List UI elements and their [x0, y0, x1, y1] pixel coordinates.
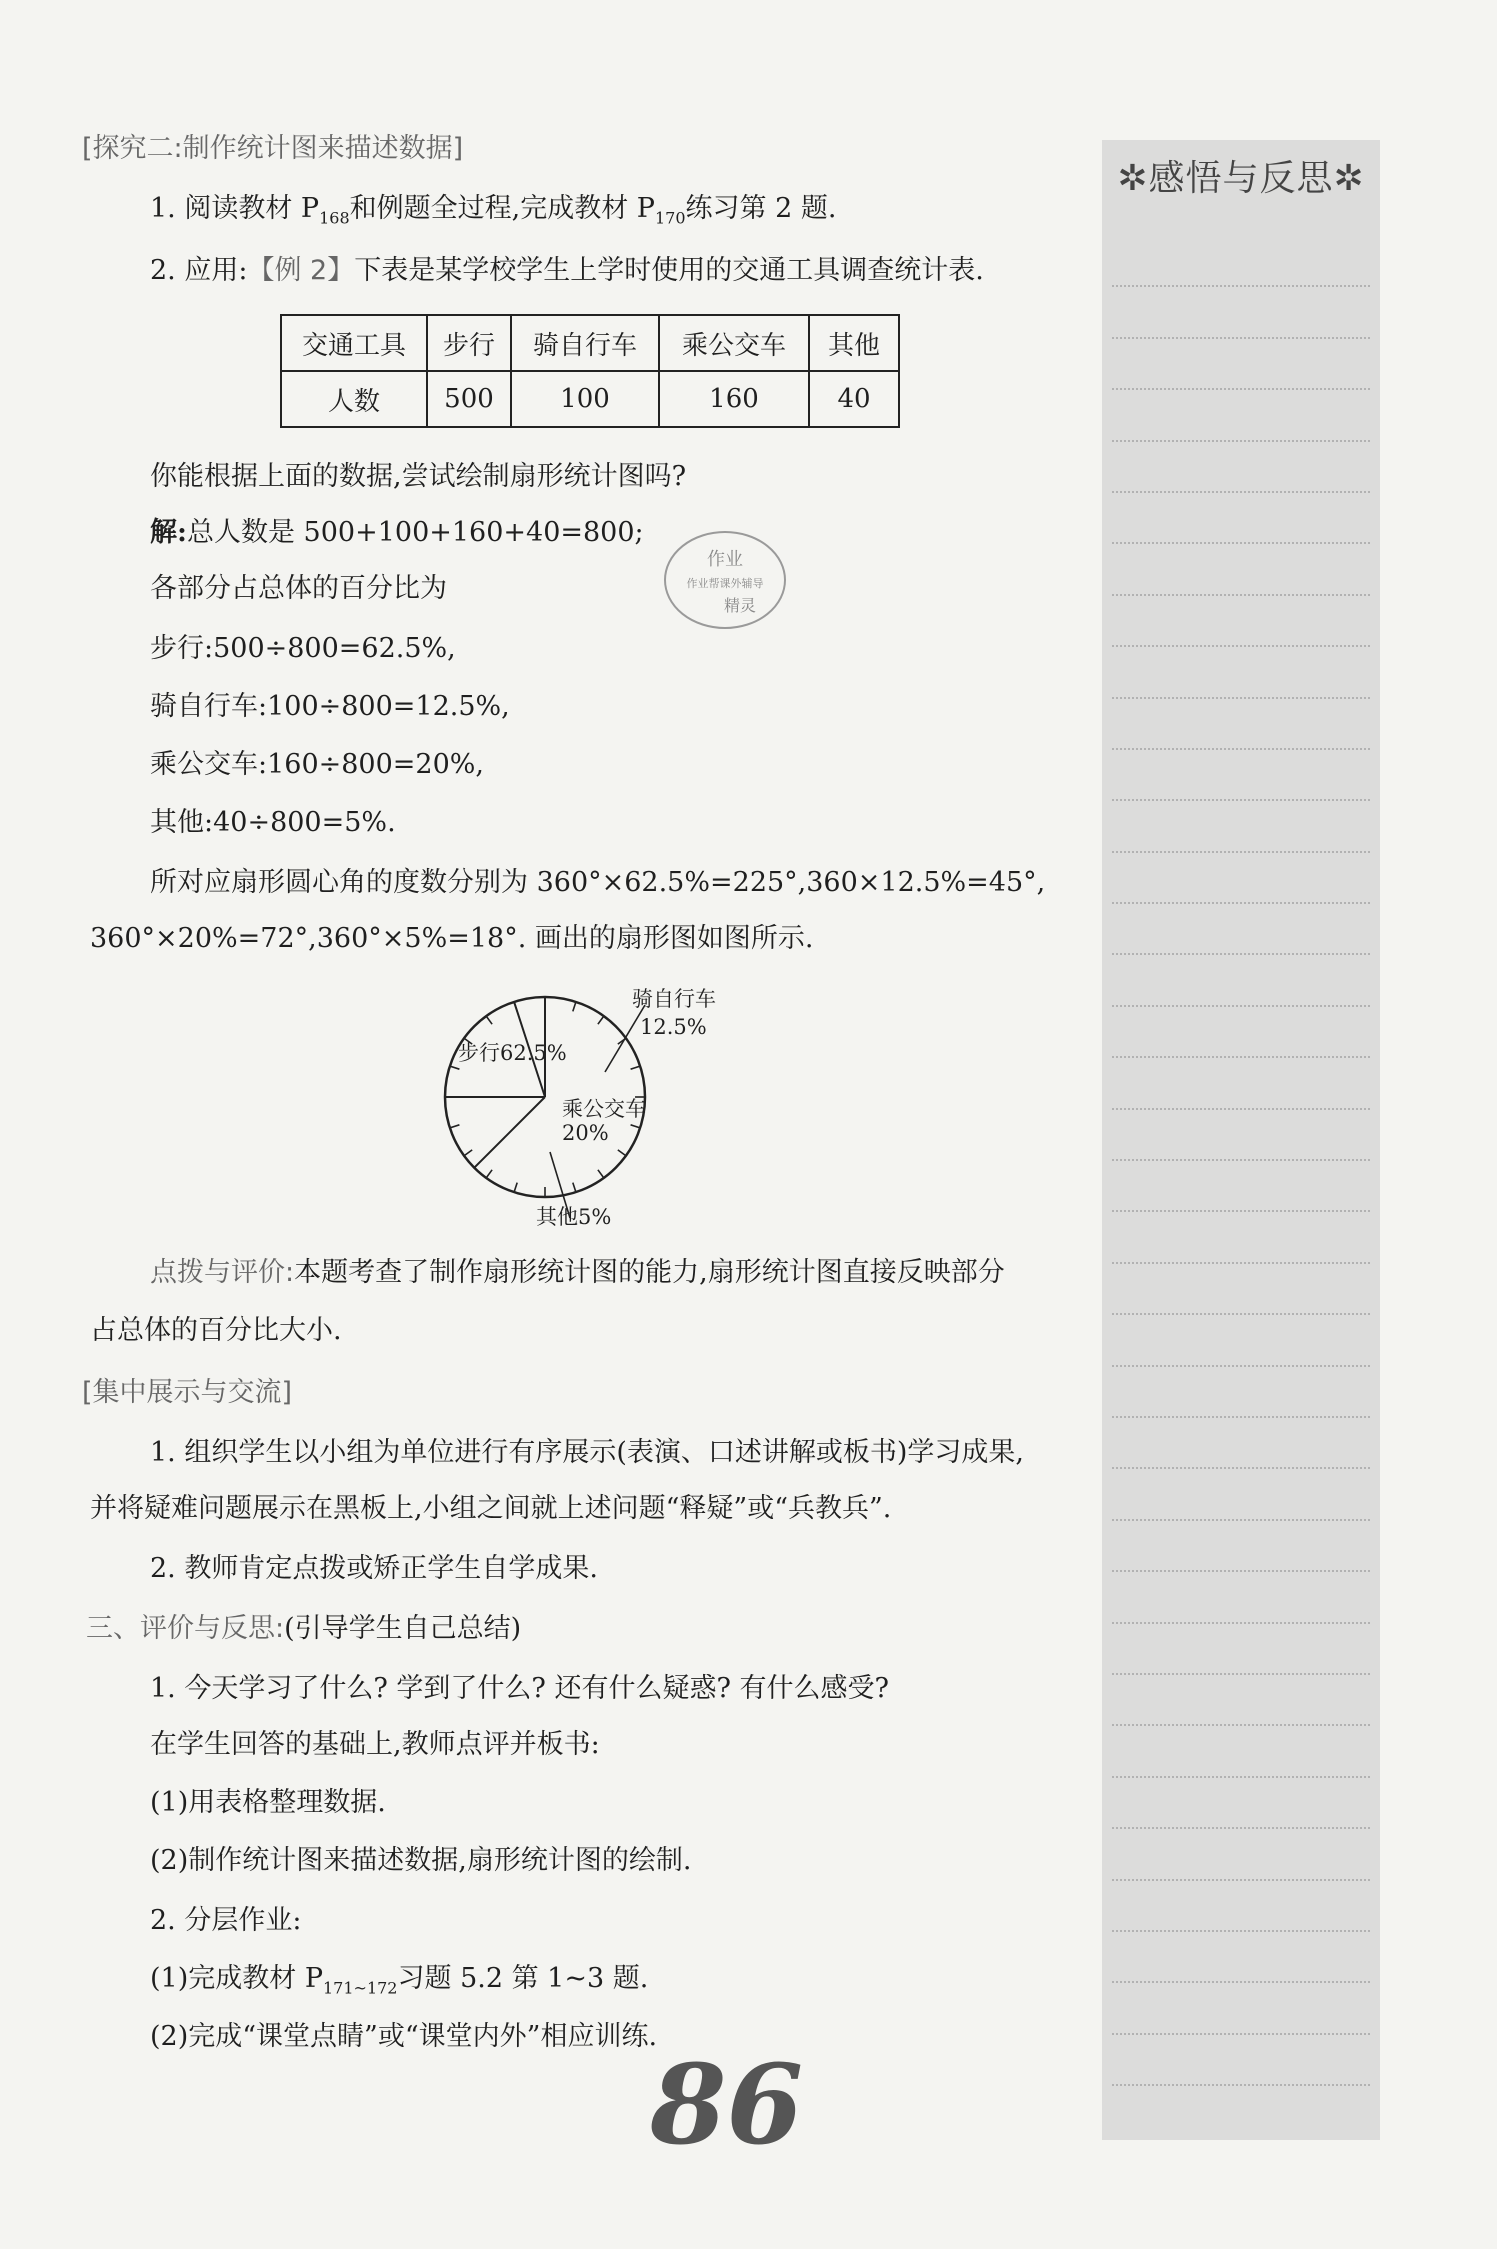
solution-total [150, 516, 644, 550]
table-cell: 其他 [809, 315, 899, 371]
show-item-1a: 1. 组织学生以小组为单位进行有序展示(表演、口述讲解或板书)学习成果, [150, 1437, 1024, 1468]
sidebar-rule [1112, 339, 1370, 390]
pie-tick [631, 1066, 641, 1069]
table-cell: 人数 [281, 371, 427, 427]
sidebar-rule [1112, 2035, 1370, 2086]
pie-tick [464, 1150, 472, 1156]
table-cell: 乘公交车 [659, 315, 809, 371]
section3-title: 三、评价与反思: [86, 1613, 285, 1644]
pie-slice-boundary [474, 1097, 545, 1168]
percent-other: 其他:40÷800=5%. [150, 807, 396, 838]
sidebar-rule [1112, 1212, 1370, 1263]
stamp-mid: 作业帮课外辅导 [686, 577, 764, 590]
homework-1-sub: 171~172 [323, 1978, 398, 1998]
section-heading-explore2: [探究二:制作统计图来描述数据] [82, 133, 464, 164]
sidebar-rule [1112, 699, 1370, 750]
table-row [281, 371, 899, 427]
homework-1 [150, 1962, 648, 2005]
summary-1: (1)用表格整理数据. [150, 1787, 386, 1818]
pie-tick [486, 1016, 492, 1024]
table-cell: 步行 [427, 315, 511, 371]
angles-line-2: 360°×20%=72°,360°×5%=18°. 画出的扇形图如图所示. [90, 923, 814, 954]
pie-tick [514, 1002, 517, 1012]
reflection-sidebar [1102, 140, 1380, 2140]
sidebar-rule [1112, 390, 1370, 441]
sidebar-rule [1112, 1110, 1370, 1161]
page-number: 86 [650, 2040, 804, 2169]
percent-intro: 各部分占总体的百分比为 [150, 573, 447, 604]
item-2 [150, 254, 984, 288]
sidebar-rule [1112, 1161, 1370, 1212]
table-cell: 500 [427, 371, 511, 427]
item-1-sub-b: 170 [654, 208, 686, 228]
stamp-top: 作业 [707, 549, 743, 570]
sidebar-rule [1112, 287, 1370, 338]
percent-walk: 步行:500÷800=62.5%, [150, 633, 456, 664]
sidebar-rule [1112, 236, 1370, 287]
review-text-1: 本题考查了制作扇形统计图的能力,扇形统计图直接反映部分 [294, 1257, 1005, 1288]
sidebar-rule [1112, 1829, 1370, 1880]
sidebar-rule [1112, 544, 1370, 595]
pie-label-bike-pct: 12.5% [640, 1015, 707, 1039]
item-1-text-c: 练习第 2 题. [685, 193, 837, 224]
sidebar-rule [1112, 955, 1370, 1006]
review-label: 点拨与评价: [150, 1257, 295, 1288]
sidebar-rule [1112, 1058, 1370, 1109]
solution-total-text: 总人数是 500+100+160+40=800; [186, 517, 644, 548]
transport-table [280, 314, 900, 428]
sidebar-rule [1112, 493, 1370, 544]
percent-bike: 骑自行车:100÷800=12.5%, [150, 691, 510, 722]
section-heading-reflect [86, 1612, 521, 1646]
sidebar-rule [1112, 750, 1370, 801]
sidebar-rule [1112, 1469, 1370, 1520]
homework-2: (2)完成“课堂点睛”或“课堂内外”相应训练. [150, 2021, 658, 2052]
pie-tick [598, 1016, 604, 1024]
sidebar-ruled-lines [1112, 236, 1370, 2116]
homework-heading: 2. 分层作业: [150, 1905, 302, 1936]
table-header-row [281, 315, 899, 371]
homework-1-b: 习题 5.2 第 1~3 题. [397, 1963, 649, 1994]
pie-label-other: 其他5% [536, 1205, 612, 1229]
sidebar-rule [1112, 1726, 1370, 1777]
pie-label-bus: 乘公交车 [562, 1097, 646, 1121]
item-1-text-a: 1. 阅读教材 P [150, 193, 320, 224]
watermark-stamp [660, 525, 790, 635]
sidebar-rule [1112, 904, 1370, 955]
question-text: 你能根据上面的数据,尝试绘制扇形统计图吗? [150, 461, 687, 492]
sidebar-rule [1112, 1007, 1370, 1058]
example-tag: 【例 2】 [247, 255, 355, 286]
pie-tick [573, 1002, 576, 1012]
item-2-text: 下表是某学校学生上学时使用的交通工具调查统计表. [354, 255, 984, 286]
item-1 [150, 192, 836, 235]
sidebar-rule [1112, 1932, 1370, 1983]
sidebar-rule [1112, 1675, 1370, 1726]
sidebar-rule [1112, 1264, 1370, 1315]
pie-tick [450, 1125, 460, 1128]
sidebar-rule [1112, 596, 1370, 647]
pie-tick [618, 1150, 626, 1156]
section-heading-show: [集中展示与交流] [82, 1377, 293, 1408]
sidebar-rule [1112, 1624, 1370, 1675]
show-item-1b: 并将疑难问题展示在黑板上,小组之间就上述问题“释疑”或“兵教兵”. [90, 1493, 892, 1524]
pie-tick [514, 1183, 517, 1193]
section3-note: (引导学生自己总结) [284, 1613, 522, 1644]
sidebar-rule [1112, 1881, 1370, 1932]
reflect-q1: 1. 今天学习了什么? 学到了什么? 还有什么疑惑? 有什么感受? [150, 1673, 889, 1704]
reflect-q1b: 在学生回答的基础上,教师点评并板书: [150, 1729, 600, 1760]
percent-bus: 乘公交车:160÷800=20%, [150, 749, 485, 780]
summary-2: (2)制作统计图来描述数据,扇形统计图的绘制. [150, 1845, 692, 1876]
table-cell: 100 [511, 371, 659, 427]
sidebar-rule [1112, 1367, 1370, 1418]
sidebar-title: ✲感悟与反思✲ [1117, 158, 1365, 199]
pie-label-bus-pct: 20% [562, 1121, 609, 1145]
sidebar-rule [1112, 442, 1370, 493]
sidebar-rule [1112, 1983, 1370, 2034]
item-1-text-b: 和例题全过程,完成教材 P [349, 193, 655, 224]
sidebar-rule [1112, 1418, 1370, 1469]
pie-tick [573, 1183, 576, 1193]
pie-label-bike: 骑自行车 [632, 987, 716, 1011]
sidebar-rule [1112, 1572, 1370, 1623]
sidebar-rule [1112, 1778, 1370, 1829]
sidebar-rule [1112, 801, 1370, 852]
table-cell: 骑自行车 [511, 315, 659, 371]
item-2-label: 2. 应用: [150, 255, 248, 286]
solution-label: 解: [150, 517, 187, 548]
stamp-bot: 精灵 [723, 596, 757, 615]
review-line-2: 占总体的百分比大小. [90, 1315, 342, 1346]
table-cell: 160 [659, 371, 809, 427]
pie-tick [486, 1170, 492, 1178]
sidebar-rule [1112, 1315, 1370, 1366]
angles-line-1: 所对应扇形圆心角的度数分别为 360°×62.5%=225°,360×12.5%=45°, [150, 867, 1046, 898]
item-1-sub-a: 168 [319, 208, 350, 228]
table-cell: 交通工具 [281, 315, 427, 371]
pie-tick [598, 1170, 604, 1178]
review-line-1 [150, 1256, 1005, 1290]
sidebar-rule [1112, 853, 1370, 904]
pie-label-walk: 步行62.5% [458, 1041, 567, 1065]
table-cell: 40 [809, 371, 899, 427]
show-item-2: 2. 教师肯定点拨或矫正学生自学成果. [150, 1553, 598, 1584]
sidebar-rule [1112, 647, 1370, 698]
homework-1-a: (1)完成教材 P [150, 1963, 323, 1994]
sidebar-rule [1112, 1521, 1370, 1572]
